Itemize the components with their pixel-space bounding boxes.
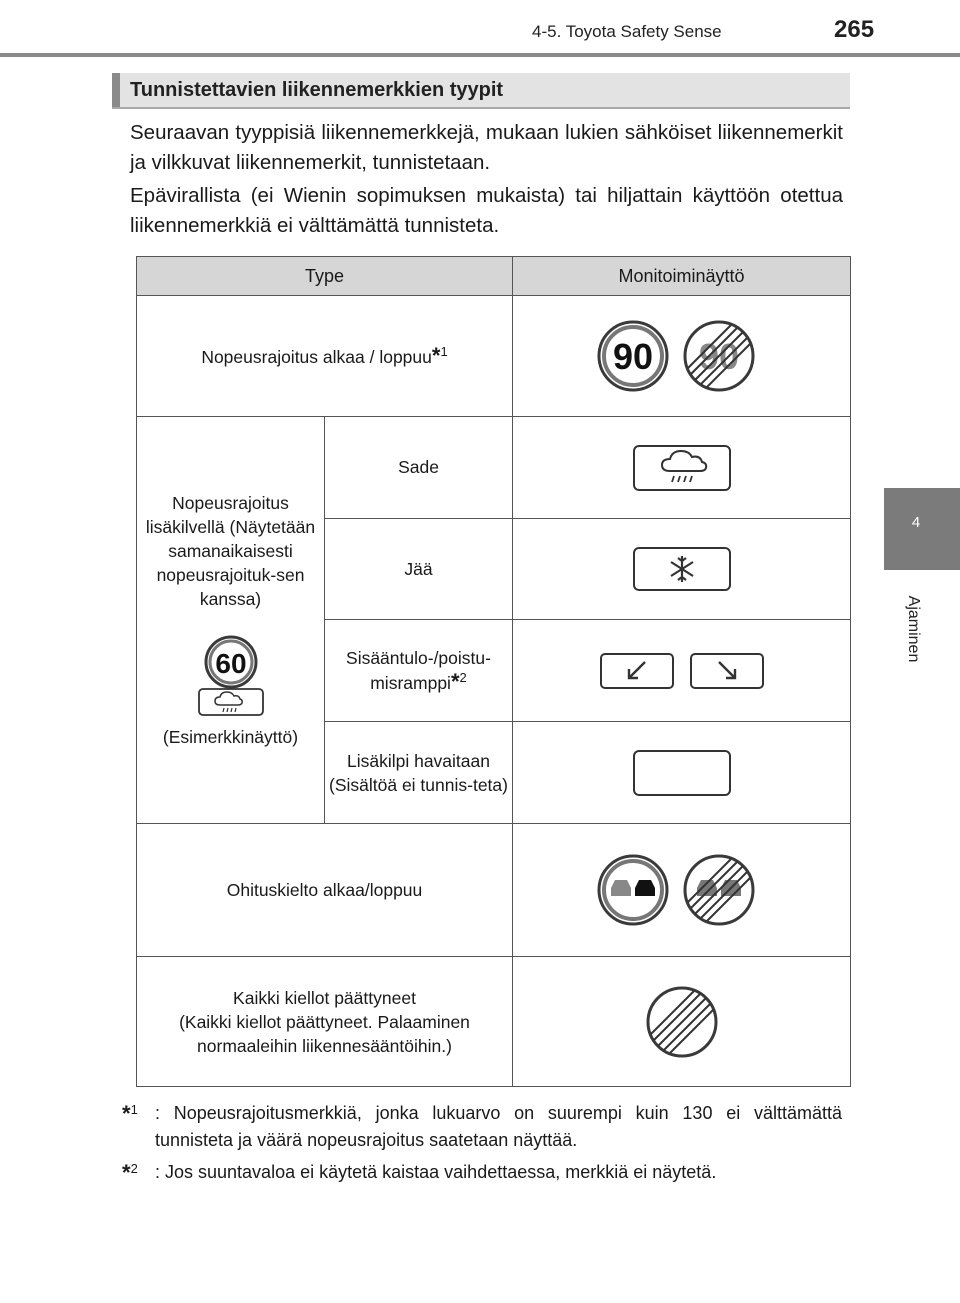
header-rule (0, 53, 960, 57)
table-row (137, 417, 851, 519)
footnote-2: *$^2$ : Jos suuntavaloa ei käytetä kaistaa vaihdettaessa, merkkiä ei näytetä. (122, 1159, 842, 1186)
intro-paragraph-1: Seuraavan tyyppisiä liikennemerkkejä, mukaan lukien sähköiset liikennemerkit ja vilkkuvat liikennemerkit, tunnistetaan. (130, 121, 843, 174)
blank-plate-icon (632, 748, 732, 798)
ramp-label: Sisääntulo-/poistu-misramppi (346, 648, 491, 693)
all-end-label-cell (137, 957, 513, 1087)
running-header-section: 4-5. Toyota Safety Sense (532, 22, 722, 41)
page-number: 265 (834, 16, 875, 43)
all-end-label-line2: (Kaikki kiellot päättyneet. Palaaminen normaaleihin liikennesääntöihin.) (179, 1011, 470, 1056)
speed-limit-start-icon (599, 322, 667, 390)
all-end-icon-cell (513, 957, 851, 1087)
chapter-tab-label: Ajaminen (905, 595, 922, 663)
ice-label: Jää (404, 559, 433, 579)
all-end-label-line1: Kaikki kiellot päättyneet (233, 987, 416, 1008)
footnote-1-text: : Nopeusrajoitusmerkkiä, jonka lukuarvo on suurempi kuin 130 ei välttämättä tunnisteta ja väärä nopeusrajoitus saatetaan näyttää. (155, 1103, 842, 1150)
header-display: Monitoiminäyttö (513, 257, 851, 296)
speed-limit-end-icon (685, 322, 753, 390)
no-overtaking-end-icon (685, 856, 753, 924)
footnote-1: *$^1$ : Nopeusrajoitusmerkkiä, jonka lukuarvo on suurempi kuin 130 ei välttämättä tunnisteta ja väärä nopeusrajoitus saatetaan näyttää. (122, 1100, 842, 1154)
header-type: Type (137, 257, 513, 296)
section-heading-bar (112, 73, 120, 107)
svg-text:90: 90 (612, 336, 653, 377)
ramp-label-cell: Sisääntulo-/poistu-misramppi*$^2$ (325, 620, 513, 722)
speed-limit-sign-icons (597, 316, 767, 396)
ramp-icon-cell (513, 620, 851, 722)
table-row (137, 296, 851, 417)
sign-types-table (136, 256, 851, 1087)
no-overtaking-label-cell (137, 824, 513, 957)
no-overtaking-icons-cell (513, 824, 851, 957)
ice-label-cell (325, 519, 513, 620)
intro-paragraph-2: Epävirallista (ei Wienin sopimuksen mukaista) tai hiljattain käyttöön otettua liikennemerkkiä ei välttämättä tunnisteta. (130, 184, 843, 237)
speed-limit-icons-cell (513, 296, 851, 417)
ramp-exit-arrow-icon (691, 654, 763, 688)
section-heading (112, 73, 850, 109)
ramp-entry-arrow-icon (601, 654, 673, 688)
snowflake-icon (632, 545, 732, 593)
svg-text:60: 60 (214, 648, 247, 679)
no-overtaking-start-icon (599, 856, 667, 924)
table-row (137, 824, 851, 957)
no-overtaking-label: Ohituskielto alkaa/loppuu (226, 880, 423, 900)
no-overtaking-icon (597, 850, 767, 930)
table-header-row (137, 257, 851, 296)
plate-detected-label-cell (325, 722, 513, 824)
rain-label: Sade (398, 457, 439, 477)
blank-plate-icon-cell (513, 722, 851, 824)
example-display-icon (196, 635, 266, 717)
ice-icon-cell (513, 519, 851, 620)
rain-label-cell (325, 417, 513, 519)
section-heading-text: Tunnistettavien liikennemerkkien tyypit (130, 79, 504, 101)
rain-cloud-icon (632, 443, 732, 493)
footnote-ref-1: 1 (440, 343, 448, 359)
ramp-arrow-icons (599, 652, 765, 690)
supplementary-label-cell (137, 417, 325, 824)
footnote-2-text: : Jos suuntavaloa ei käytetä kaistaa vaihdettaessa, merkkiä ei näytetä. (155, 1162, 717, 1182)
chapter-tab-number: 4 (911, 514, 921, 531)
plate-detected-label: Lisäkilpi havaitaan (Sisältöä ei tunnis-teta) (329, 750, 508, 795)
speed-limit-label-cell: Nopeusrajoitus alkaa / loppuu*$^1$ (137, 296, 513, 417)
rain-icon-cell (513, 417, 851, 519)
speed-limit-label: Nopeusrajoitus alkaa / loppuu (201, 346, 432, 367)
footnote-ref-2: 2 (459, 670, 467, 686)
supplementary-label: Nopeusrajoitus lisäkilvellä (Näytetään samanaikaisesti nopeusrajoituk-sen kanssa) (145, 493, 316, 609)
table-row (137, 957, 851, 1087)
end-of-restrictions-icon (644, 984, 720, 1060)
example-caption: (Esimerkkinäyttö) (162, 727, 299, 747)
